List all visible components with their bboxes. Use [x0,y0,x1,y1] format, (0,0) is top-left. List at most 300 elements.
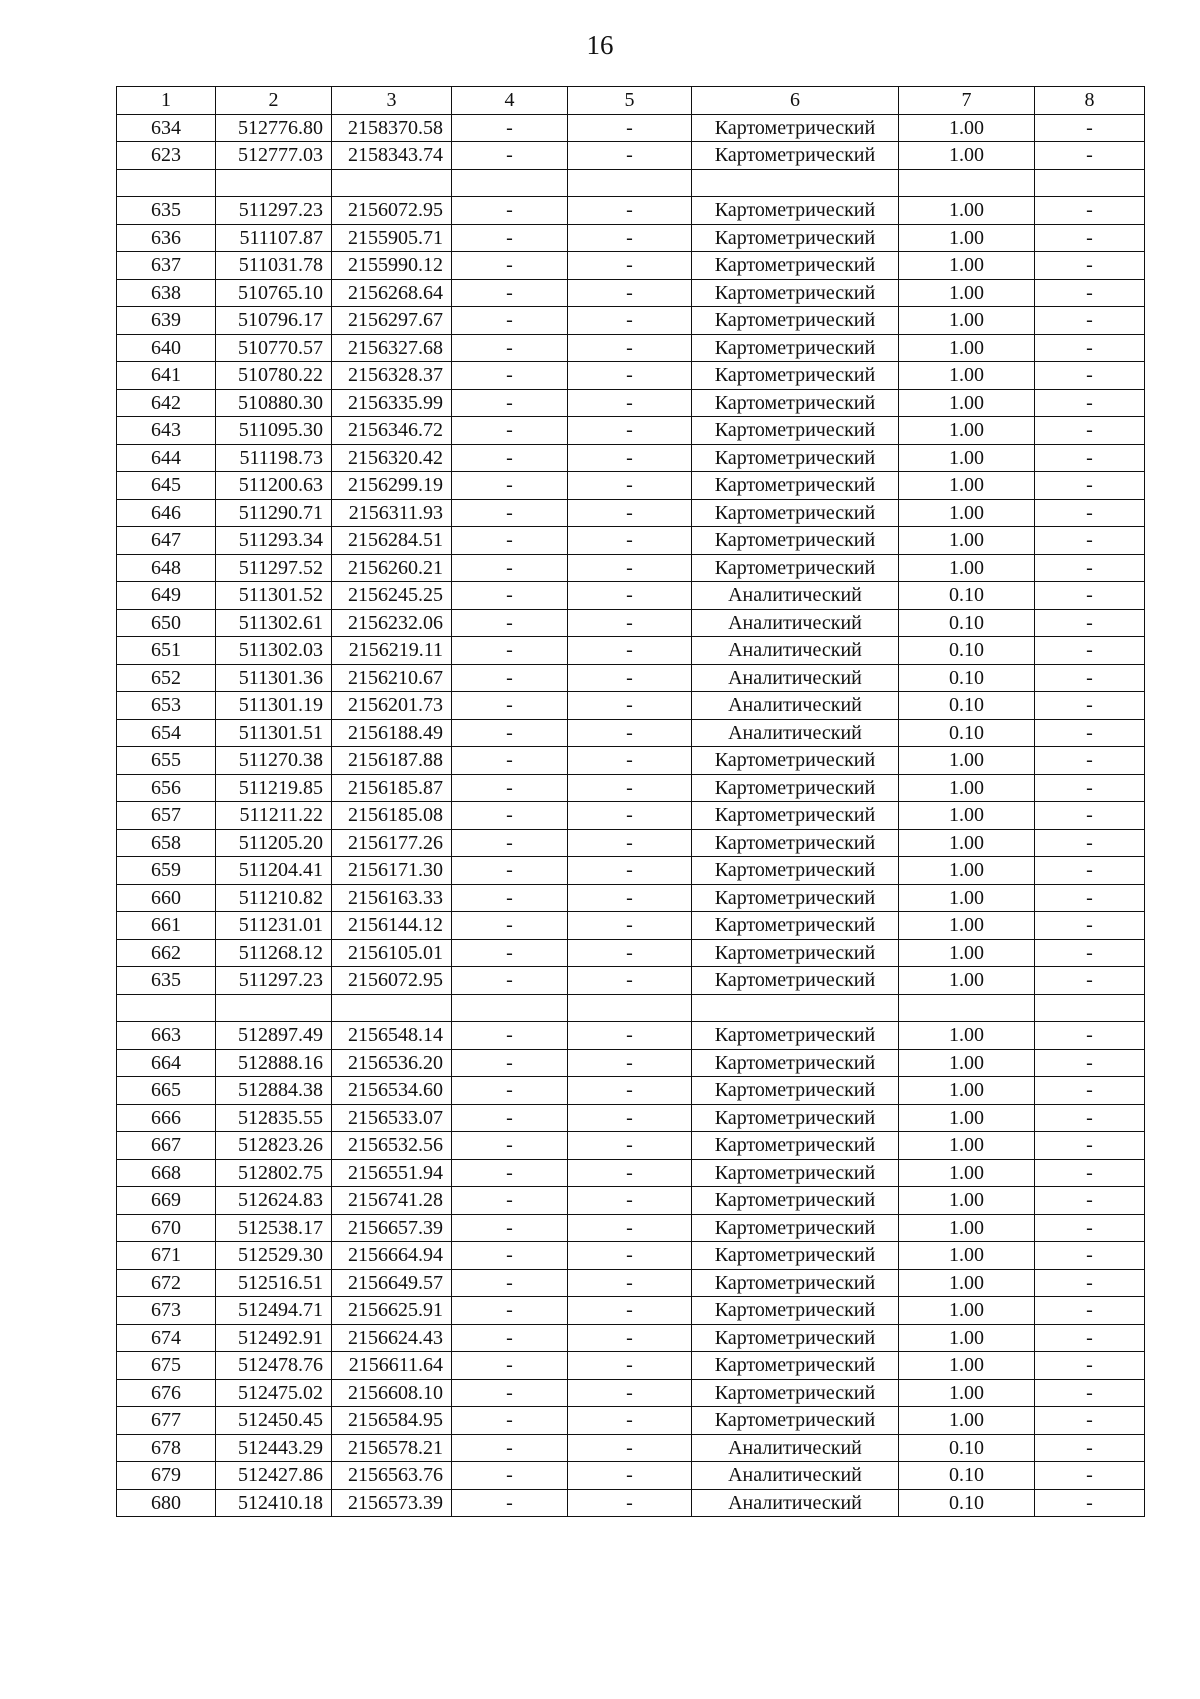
table-cell: 1.00 [899,1352,1035,1380]
table-cell: 2156551.94 [332,1159,452,1187]
table-row [117,1297,1145,1325]
table-cell: 648 [117,554,216,582]
table-cell: - [452,389,568,417]
table-cell: 512835.55 [216,1104,332,1132]
table-cell: - [1035,1049,1145,1077]
table-cell: 1.00 [899,1269,1035,1297]
table-cell: Картометрический [692,142,899,170]
table-cell: 511302.03 [216,637,332,665]
table-cell [568,994,692,1022]
table-cell: 511198.73 [216,444,332,472]
table-row [117,114,1145,142]
table-cell: 511302.61 [216,609,332,637]
table-cell: - [1035,279,1145,307]
table-cell: - [568,829,692,857]
table-cell: - [1035,472,1145,500]
table-cell: - [1035,692,1145,720]
table-cell: - [568,389,692,417]
table-cell: 1.00 [899,472,1035,500]
table-row [117,1379,1145,1407]
table-cell: Картометрический [692,802,899,830]
table-cell: - [568,637,692,665]
table-cell: 0.10 [899,1434,1035,1462]
table-cell: Картометрический [692,884,899,912]
table-cell: - [568,1407,692,1435]
table-cell: - [1035,142,1145,170]
table-cell: - [1035,1407,1145,1435]
table-cell: Картометрический [692,829,899,857]
table-cell: - [1035,197,1145,225]
table-cell: - [1035,334,1145,362]
table-cell: 664 [117,1049,216,1077]
table-cell: Картометрический [692,197,899,225]
table-row [117,802,1145,830]
table-cell: 510880.30 [216,389,332,417]
table-cell: 2156328.37 [332,362,452,390]
table-cell: - [452,1104,568,1132]
table-row [117,1132,1145,1160]
table-cell: 2156534.60 [332,1077,452,1105]
table-cell: - [1035,774,1145,802]
table-cell: 0.10 [899,664,1035,692]
table-cell: 1.00 [899,554,1035,582]
table-cell: - [452,1407,568,1435]
table-cell: 645 [117,472,216,500]
table-cell: 511200.63 [216,472,332,500]
table-row [117,774,1145,802]
table-cell: - [452,1077,568,1105]
table-cell: - [568,1242,692,1270]
table-cell: - [568,1269,692,1297]
table-cell: - [568,499,692,527]
table-cell: 659 [117,857,216,885]
table-cell: Картометрический [692,1242,899,1270]
column-header: 4 [452,87,568,115]
table-cell: Картометрический [692,362,899,390]
table-row [117,1049,1145,1077]
table-cell: 668 [117,1159,216,1187]
table-cell [117,994,216,1022]
table-cell: 512410.18 [216,1489,332,1517]
table-cell: - [452,747,568,775]
table-cell: 1.00 [899,1214,1035,1242]
table-cell: Картометрический [692,939,899,967]
table-cell: 511204.41 [216,857,332,885]
table-cell: - [568,719,692,747]
table-row [117,252,1145,280]
table-cell: Картометрический [692,307,899,335]
table-cell [332,994,452,1022]
table-cell: 667 [117,1132,216,1160]
table-cell: - [452,1379,568,1407]
table-cell: - [1035,884,1145,912]
table-cell: 1.00 [899,774,1035,802]
table-cell: 2156185.87 [332,774,452,802]
table-cell: 2156268.64 [332,279,452,307]
table-row [117,884,1145,912]
table-cell: 512802.75 [216,1159,332,1187]
table-cell: 653 [117,692,216,720]
table-cell: - [568,1297,692,1325]
table-cell: 679 [117,1462,216,1490]
table-cell: 512475.02 [216,1379,332,1407]
table-cell: - [1035,1462,1145,1490]
table-cell: 670 [117,1214,216,1242]
table-cell: - [452,1489,568,1517]
table-cell: Картометрический [692,1352,899,1380]
table-cell: 1.00 [899,1132,1035,1160]
table-cell: - [568,1077,692,1105]
table-cell: - [452,1132,568,1160]
table-cell: 2156311.93 [332,499,452,527]
table-row [117,967,1145,995]
table-cell: 673 [117,1297,216,1325]
table-cell: - [568,334,692,362]
table-cell: - [1035,554,1145,582]
table-cell: - [1035,252,1145,280]
table-cell: 643 [117,417,216,445]
table-cell: 512529.30 [216,1242,332,1270]
table-cell: 512884.38 [216,1077,332,1105]
table-cell: 680 [117,1489,216,1517]
table-cell: 511205.20 [216,829,332,857]
table-cell: - [452,1269,568,1297]
table-cell: - [452,719,568,747]
table-cell: Аналитический [692,664,899,692]
table-cell: 2158343.74 [332,142,452,170]
table-cell: - [568,1159,692,1187]
table-cell: 0.10 [899,692,1035,720]
table-cell: - [1035,1214,1145,1242]
table-cell: 512427.86 [216,1462,332,1490]
table-cell: - [452,499,568,527]
table-cell: 2156533.07 [332,1104,452,1132]
table-row [117,1104,1145,1132]
table-row [117,527,1145,555]
table-cell: 1.00 [899,334,1035,362]
table-cell: 511210.82 [216,884,332,912]
table-cell: 512538.17 [216,1214,332,1242]
table-cell: 1.00 [899,939,1035,967]
table-cell: Картометрический [692,1132,899,1160]
table-cell: - [1035,1242,1145,1270]
table-cell: 1.00 [899,142,1035,170]
table-cell: - [1035,1489,1145,1517]
table-cell: 2156210.67 [332,664,452,692]
table-cell: - [452,664,568,692]
table-cell: 1.00 [899,747,1035,775]
table-cell: - [1035,1324,1145,1352]
table-cell: 2156335.99 [332,389,452,417]
table-cell: 511219.85 [216,774,332,802]
table-cell: 1.00 [899,1049,1035,1077]
table-cell: Картометрический [692,857,899,885]
table-cell: 669 [117,1187,216,1215]
table-cell: - [568,279,692,307]
table-cell: - [452,774,568,802]
table-cell: Картометрический [692,1104,899,1132]
table-cell [899,169,1035,197]
table-cell: 512494.71 [216,1297,332,1325]
table-cell: 2156611.64 [332,1352,452,1380]
table-cell: 2158370.58 [332,114,452,142]
table-cell: - [568,609,692,637]
table-cell [117,169,216,197]
column-header: 8 [1035,87,1145,115]
table-cell: 1.00 [899,1159,1035,1187]
table-cell: 512516.51 [216,1269,332,1297]
table-cell: - [568,774,692,802]
table-cell: 661 [117,912,216,940]
table-cell: - [1035,307,1145,335]
table-cell: - [568,912,692,940]
table-cell: - [568,1489,692,1517]
table-cell: - [452,334,568,362]
table-cell: - [1035,527,1145,555]
table-row [117,1269,1145,1297]
table-cell: - [1035,802,1145,830]
table-cell: 2156563.76 [332,1462,452,1490]
table-cell: Аналитический [692,637,899,665]
table-header-row [117,87,1145,115]
table-cell: - [568,857,692,885]
table-cell: - [1035,1132,1145,1160]
table-cell: - [1035,1022,1145,1050]
table-cell: 2156245.25 [332,582,452,610]
table-cell: Картометрический [692,444,899,472]
table-cell: - [568,197,692,225]
table-cell: - [568,1132,692,1160]
table-cell: - [568,692,692,720]
table-cell: - [452,1462,568,1490]
table-cell: - [568,747,692,775]
table-row [117,1489,1145,1517]
table-row [117,1352,1145,1380]
table-cell: 634 [117,114,216,142]
table-row [117,719,1145,747]
table-cell: - [452,527,568,555]
coordinates-table [116,86,1145,1517]
table-row [117,417,1145,445]
table-cell: 1.00 [899,499,1035,527]
table-cell: Картометрический [692,774,899,802]
table-row [117,1187,1145,1215]
table-cell: 511231.01 [216,912,332,940]
table-cell: 512450.45 [216,1407,332,1435]
table-cell: - [452,912,568,940]
table-cell: Аналитический [692,692,899,720]
table-cell: 635 [117,967,216,995]
table-cell: 1.00 [899,1242,1035,1270]
table-cell: Картометрический [692,389,899,417]
table-cell: 512492.91 [216,1324,332,1352]
table-cell: 2156299.19 [332,472,452,500]
table-cell: - [1035,499,1145,527]
table-cell: 2156578.21 [332,1434,452,1462]
table-cell: - [568,362,692,390]
table-cell: - [452,1352,568,1380]
table-cell: - [1035,1077,1145,1105]
table-cell: 1.00 [899,1324,1035,1352]
table-row [117,169,1145,197]
table-cell: 1.00 [899,802,1035,830]
table-cell: - [452,417,568,445]
table-cell: 511297.23 [216,197,332,225]
table-row [117,747,1145,775]
table-cell: Картометрический [692,417,899,445]
table-cell: 656 [117,774,216,802]
table-cell [1035,169,1145,197]
table-cell: - [568,307,692,335]
table-cell: 0.10 [899,609,1035,637]
table-row [117,1407,1145,1435]
table-cell: 511211.22 [216,802,332,830]
table-row [117,609,1145,637]
table-cell: 2156297.67 [332,307,452,335]
table-cell: - [452,114,568,142]
table-cell: 2156664.94 [332,1242,452,1270]
table-cell: - [452,1434,568,1462]
table-cell: 660 [117,884,216,912]
table-cell: Картометрический [692,1407,899,1435]
table-cell: Картометрический [692,1379,899,1407]
table-cell: 512624.83 [216,1187,332,1215]
table-cell: 671 [117,1242,216,1270]
table-row [117,1242,1145,1270]
table-row [117,472,1145,500]
table-cell: - [452,1022,568,1050]
table-cell: - [452,609,568,637]
column-header: 1 [117,87,216,115]
table-cell: 1.00 [899,444,1035,472]
table-cell: - [568,967,692,995]
table-cell: 2156219.11 [332,637,452,665]
table-cell: - [452,279,568,307]
table-cell: 2156536.20 [332,1049,452,1077]
table-cell [568,169,692,197]
table-row [117,994,1145,1022]
table-cell: 0.10 [899,719,1035,747]
table-cell: - [1035,114,1145,142]
table-cell: 678 [117,1434,216,1462]
table-cell: 2156327.68 [332,334,452,362]
table-cell: - [1035,637,1145,665]
table-cell: 2156171.30 [332,857,452,885]
table-cell: 0.10 [899,1489,1035,1517]
table-cell: 1.00 [899,307,1035,335]
table-cell [1035,994,1145,1022]
table-row [117,692,1145,720]
table-cell: - [568,884,692,912]
table-row [117,582,1145,610]
table-cell: 2156201.73 [332,692,452,720]
table-row [117,279,1145,307]
table-cell: Картометрический [692,114,899,142]
table-cell: 2156072.95 [332,967,452,995]
table-cell: - [452,444,568,472]
table-cell: 1.00 [899,829,1035,857]
table-cell: 1.00 [899,114,1035,142]
table-cell: 1.00 [899,1297,1035,1325]
table-cell: - [1035,609,1145,637]
table-cell: - [568,554,692,582]
table-cell: - [452,939,568,967]
table-cell: 646 [117,499,216,527]
table-cell: 676 [117,1379,216,1407]
table-cell: 511293.34 [216,527,332,555]
table-cell: - [1035,1379,1145,1407]
table-cell: 511301.36 [216,664,332,692]
table-cell: 511270.38 [216,747,332,775]
table-cell: 2155990.12 [332,252,452,280]
table-cell: 1.00 [899,417,1035,445]
table-cell [452,169,568,197]
table-cell: Картометрический [692,499,899,527]
table-cell: Аналитический [692,582,899,610]
table-cell: 640 [117,334,216,362]
table-cell: 639 [117,307,216,335]
table-cell: - [1035,829,1145,857]
table-cell: 666 [117,1104,216,1132]
table-cell: 1.00 [899,362,1035,390]
table-cell: Аналитический [692,1462,899,1490]
table-cell: - [452,637,568,665]
table-cell: - [568,1434,692,1462]
table-cell: 0.10 [899,582,1035,610]
table-cell: - [1035,857,1145,885]
table-cell: 623 [117,142,216,170]
table-cell: 675 [117,1352,216,1380]
table-cell: 665 [117,1077,216,1105]
table-cell: - [452,472,568,500]
table-cell: Картометрический [692,1077,899,1105]
table-cell: 2156548.14 [332,1022,452,1050]
table-cell: - [452,967,568,995]
table-cell: - [1035,967,1145,995]
table-cell: 1.00 [899,389,1035,417]
table-cell: 649 [117,582,216,610]
table-cell: 1.00 [899,1187,1035,1215]
table-cell: 512823.26 [216,1132,332,1160]
table-cell: 511095.30 [216,417,332,445]
table-cell: Картометрический [692,1324,899,1352]
table-cell: Картометрический [692,967,899,995]
table-cell: - [568,1022,692,1050]
table-cell: - [568,939,692,967]
table-cell: 2156105.01 [332,939,452,967]
table-cell: - [452,1324,568,1352]
table-cell: - [452,1159,568,1187]
table-cell: 2156163.33 [332,884,452,912]
table-cell: Картометрический [692,472,899,500]
table-cell: 2156625.91 [332,1297,452,1325]
table-cell: 510770.57 [216,334,332,362]
table-cell [332,169,452,197]
table-cell: 1.00 [899,1379,1035,1407]
table-cell: 511107.87 [216,224,332,252]
table-cell: - [452,692,568,720]
table-cell: - [568,142,692,170]
table-cell: 1.00 [899,224,1035,252]
table-cell: Картометрический [692,1049,899,1077]
table-cell: 2156573.39 [332,1489,452,1517]
table-cell [452,994,568,1022]
table-cell: - [452,142,568,170]
table-cell: - [568,444,692,472]
table-cell: 2156187.88 [332,747,452,775]
column-header: 2 [216,87,332,115]
table-cell: - [452,884,568,912]
